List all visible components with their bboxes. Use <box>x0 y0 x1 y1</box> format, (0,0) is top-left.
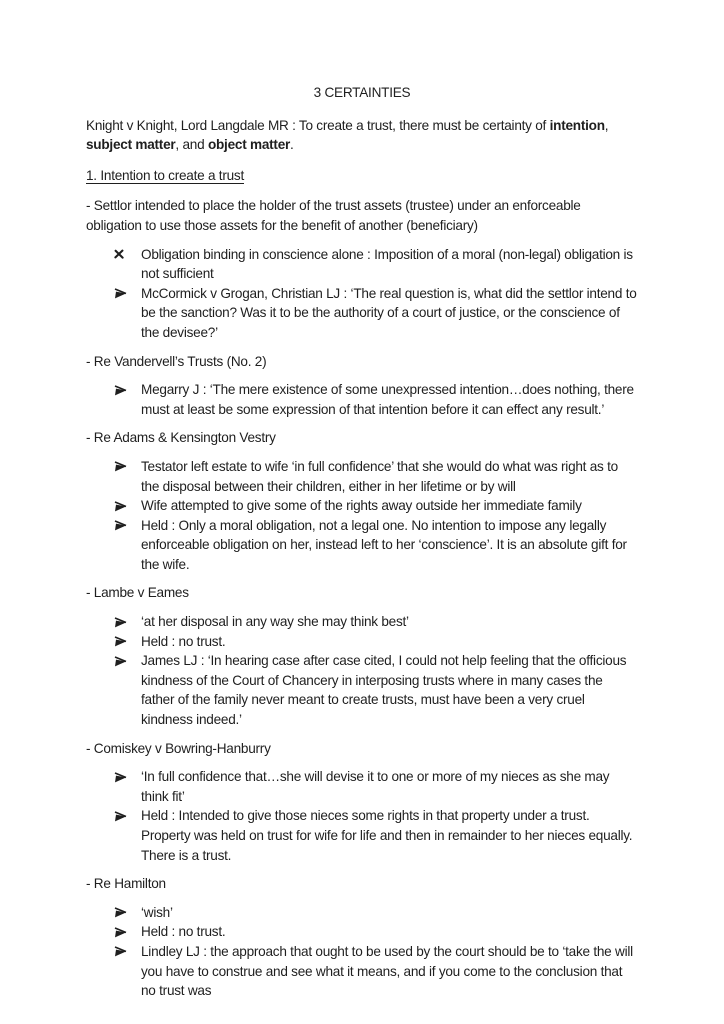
arrowhead-bullet-icon <box>114 806 141 822</box>
intro-bold-run: subject matter <box>86 137 176 153</box>
bullet-item <box>86 632 638 652</box>
bullet-text: ‘In full confidence that…she will devise it to one or more of my nieces as she may think fit’ <box>141 769 610 804</box>
case-paragraph: - Settlor intended to place the holder of the trust assets (trustee) under an enforceable obligation to use those assets for the benefit of another (beneficiary) <box>86 198 581 233</box>
bullet-item <box>86 457 638 496</box>
page-title: 3 CERTAINTIES <box>313 85 411 100</box>
case-paragraph: - Re Hamilton <box>86 876 166 892</box>
case-paragraph: - Lambe v Eames <box>86 585 189 601</box>
bullet-item <box>86 516 638 575</box>
arrowhead-bullet-icon <box>114 942 141 958</box>
arrowhead-bullet-icon <box>114 284 141 300</box>
bullet-item <box>86 612 638 632</box>
arrowhead-bullet-icon <box>114 457 141 473</box>
bullet-item <box>86 767 638 806</box>
intro-run: , <box>604 117 609 133</box>
arrowhead-bullet-icon <box>114 516 141 532</box>
intro-bold-run: object matter <box>207 137 291 153</box>
section-heading: 1. Intention to create a trust <box>86 167 244 183</box>
intro-run: . <box>290 137 294 153</box>
bullet-item <box>86 903 638 923</box>
bullet-text: Held : no trust. <box>141 633 226 649</box>
bullet-item <box>86 245 638 284</box>
bullet-list <box>86 457 638 575</box>
bullet-list <box>86 903 638 1001</box>
bullet-item <box>86 942 638 1001</box>
bullet-text: Held : Only a moral obligation, not a legal one. No intention to impose any legally enforceable obligation on her, instead left to her ‘conscience’. It is an absolute gift for the wife. <box>141 517 627 572</box>
bullet-text: Megarry J : ‘The mere existence of some unexpressed intention…does nothing, there must at least be some expression of that intention before it can effect any result.’ <box>141 382 634 417</box>
bullet-text: Testator left estate to wife ‘in full confidence’ that she would do what was right as to the disposal between their children, either in her lifetime or by will <box>141 458 618 494</box>
bullet-text: Held : Intended to give those nieces some rights in that property under a trust. Property was held on trust for wife for life and then in remainder to her nieces equally. There is a trust. <box>141 808 633 863</box>
arrowhead-bullet-icon <box>114 767 141 783</box>
bullet-list <box>86 245 638 343</box>
bullet-text: James LJ : ‘In hearing case after case cited, I could not help feeling that the officious kindness of the Court of Chancery in interposing trusts where in many cases the father of the family never meant to create trusts, must have been a very cruel kindness indeed.’ <box>141 653 627 728</box>
bullet-item <box>86 651 638 729</box>
bullet-item <box>86 380 638 419</box>
bullet-list <box>86 767 638 865</box>
cross-bullet-icon <box>114 245 141 260</box>
bullet-list <box>86 380 638 419</box>
bullet-text: ‘at her disposal in any way she may think best’ <box>141 614 409 630</box>
intro-run: Knight v Knight, Lord Langdale MR : To create a trust, there must be certainty of <box>86 117 550 133</box>
bullet-list <box>86 612 638 730</box>
bullet-text: Wife attempted to give some of the rights away outside her immediate family <box>141 498 582 514</box>
bullet-item <box>86 284 638 343</box>
arrowhead-bullet-icon <box>114 496 141 512</box>
bullet-item <box>86 496 638 516</box>
arrowhead-bullet-icon <box>114 922 141 938</box>
arrowhead-bullet-icon <box>114 380 141 396</box>
bullet-text: Obligation binding in conscience alone : Imposition of a moral (non-legal) obligation is not sufficient <box>141 246 633 282</box>
arrowhead-bullet-icon <box>114 632 141 648</box>
arrowhead-bullet-icon <box>114 903 141 919</box>
bullet-item <box>86 922 638 942</box>
intro-bold-run: intention <box>549 117 605 133</box>
bullet-item <box>86 806 638 865</box>
case-paragraph: - Re Adams & Kensington Vestry <box>86 430 276 446</box>
bullet-text: Lindley LJ : the approach that ought to be used by the court should be to ‘take the will you have to construe and see what it means, and if you come to the conclusion that no trust was <box>141 943 633 999</box>
arrowhead-bullet-icon <box>114 651 141 667</box>
arrowhead-bullet-icon <box>114 612 141 628</box>
intro-run: , and <box>175 137 208 153</box>
bullet-text: Held : no trust. <box>141 924 226 940</box>
bullet-text: ‘wish’ <box>141 904 173 920</box>
case-paragraph: - Comiskey v Bowring-Hanburry <box>86 740 271 756</box>
intro-paragraph <box>86 116 638 155</box>
bullet-text: McCormick v Grogan, Christian LJ : ‘The real question is, what did the settlor intend to be the sanction? Was it to be the authority of a court of justice, or the conscience of the devisee?’ <box>141 285 637 340</box>
document-body <box>86 196 638 1000</box>
case-paragraph: - Re Vandervell’s Trusts (No. 2) <box>86 353 267 369</box>
